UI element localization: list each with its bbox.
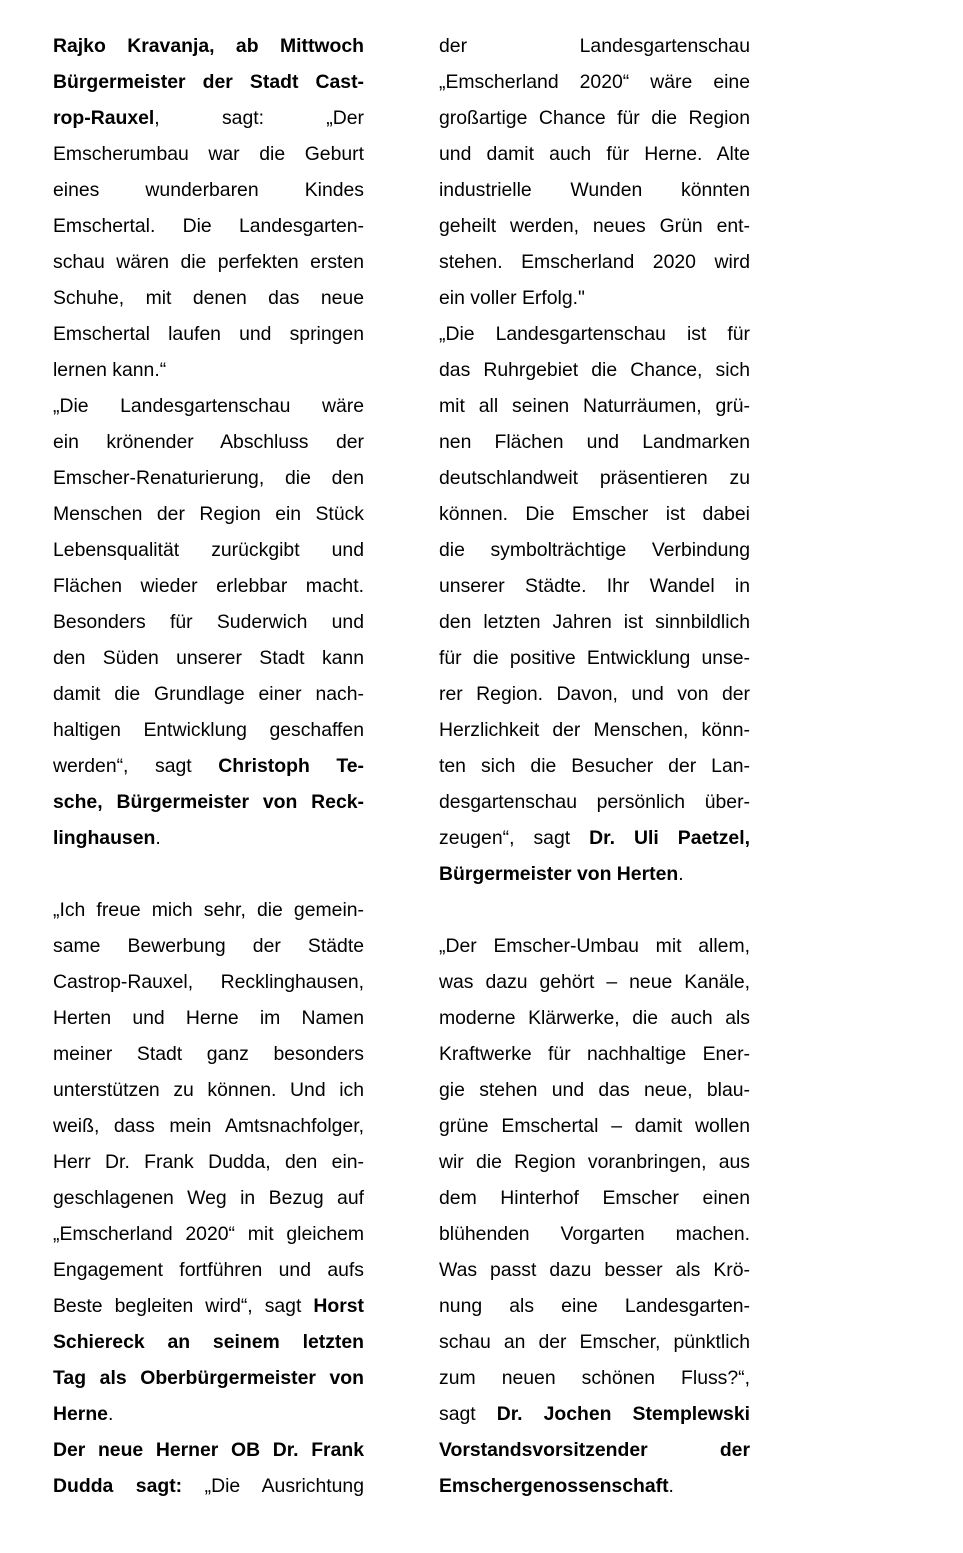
text-segment: großartige Chance für die Region bbox=[439, 107, 750, 129]
text-segment: „Die Ausrichtung bbox=[182, 1475, 364, 1497]
text-line bbox=[53, 1432, 364, 1468]
text-segment: die symbolträchtige Verbindung bbox=[439, 539, 750, 561]
text-segment: Flächen wieder erlebbar macht. bbox=[53, 575, 364, 597]
text-segment: . bbox=[155, 827, 161, 849]
text-segment: haltigen Entwicklung geschaffen bbox=[53, 719, 364, 741]
text-line bbox=[439, 1036, 750, 1072]
text-segment: eines wunderbaren Kindes bbox=[53, 179, 364, 201]
text-line bbox=[439, 784, 750, 820]
text-segment: geheilt werden, neues Grün ent- bbox=[439, 215, 750, 237]
text-line bbox=[439, 1216, 750, 1252]
text-line bbox=[439, 64, 750, 100]
text-segment: Beste begleiten wird“, sagt bbox=[53, 1295, 314, 1317]
text-line bbox=[439, 1288, 750, 1324]
text-line bbox=[53, 1144, 364, 1180]
text-line bbox=[439, 424, 750, 460]
text-segment: Castrop-Rauxel, Recklinghausen, bbox=[53, 971, 364, 993]
text-line bbox=[53, 928, 364, 964]
text-line bbox=[53, 784, 364, 820]
text-line bbox=[53, 1108, 364, 1144]
text-segment: lernen kann.“ bbox=[53, 359, 167, 381]
text-segment: . bbox=[107, 1403, 114, 1425]
text-segment: Herten und Herne im Namen bbox=[53, 1007, 364, 1029]
text-segment: gie stehen und das neue, blau- bbox=[439, 1079, 750, 1101]
text-segment: . bbox=[678, 863, 684, 885]
text-segment: Emschertal. Die Landesgarten- bbox=[53, 215, 364, 237]
text-segment: Kraftwerke für nachhaltige Ener- bbox=[439, 1043, 750, 1065]
text-line bbox=[53, 316, 364, 352]
text-segment: Herzlichkeit der Menschen, könn- bbox=[439, 719, 750, 741]
text-line bbox=[439, 640, 750, 676]
text-segment: Menschen der Region ein Stück bbox=[53, 503, 364, 525]
text-segment: meiner Stadt ganz besonders bbox=[53, 1043, 364, 1065]
text-line bbox=[53, 136, 364, 172]
text-line bbox=[53, 1180, 364, 1216]
text-segment: den letzten Jahren ist sinnbildlich bbox=[439, 611, 750, 633]
right-column bbox=[439, 28, 750, 1504]
text-segment: nung als eine Landesgarten- bbox=[439, 1295, 750, 1317]
text-segment: für die positive Entwicklung unse- bbox=[439, 647, 750, 669]
text-line bbox=[53, 820, 364, 856]
text-line bbox=[439, 280, 750, 316]
text-line bbox=[439, 316, 750, 352]
text-line bbox=[439, 964, 750, 1000]
text-segment: schau wären die perfekten ersten bbox=[53, 251, 364, 273]
text-line bbox=[53, 676, 364, 712]
text-line bbox=[53, 28, 364, 64]
text-line bbox=[53, 1360, 364, 1396]
text-line bbox=[53, 388, 364, 424]
text-line bbox=[439, 496, 750, 532]
text-line bbox=[53, 856, 364, 892]
text-segment: schau an der Emscher, pünktlich bbox=[439, 1331, 750, 1353]
text-line bbox=[53, 748, 364, 784]
text-segment: „Die Landesgartenschau ist für bbox=[439, 323, 750, 345]
text-segment: Besonders für Suderwich und bbox=[53, 611, 364, 633]
text-segment: zeugen“, sagt bbox=[439, 827, 590, 849]
text-segment: damit die Grundlage einer nach- bbox=[53, 683, 364, 705]
text-line bbox=[439, 820, 750, 856]
text-segment: stehen. Emscherland 2020 wird bbox=[439, 251, 750, 273]
text-segment: blühenden Vorgarten machen. bbox=[439, 1223, 750, 1245]
text-segment: dem Hinterhof Emscher einen bbox=[439, 1187, 750, 1209]
text-line bbox=[53, 1000, 364, 1036]
text-line bbox=[439, 1000, 750, 1036]
text-segment: geschlagenen Weg in Bezug auf bbox=[53, 1187, 364, 1209]
text-segment: Lebensqualität zurückgibt und bbox=[53, 539, 364, 561]
bold-text: Bürgermeister von Herten bbox=[439, 863, 679, 885]
text-segment: „Ich freue mich sehr, die gemein- bbox=[53, 899, 364, 921]
text-line bbox=[439, 1432, 750, 1468]
left-column bbox=[53, 28, 364, 1504]
bold-text: Dr. Jochen Stemplewski bbox=[496, 1403, 751, 1425]
text-line bbox=[439, 892, 750, 928]
text-segment: industrielle Wunden könnten bbox=[439, 179, 750, 201]
text-line bbox=[53, 1468, 364, 1504]
text-segment: unterstützen zu können. Und ich bbox=[53, 1079, 364, 1101]
bold-text: Emschergenossenschaft bbox=[439, 1475, 669, 1497]
text-segment: ein krönender Abschluss der bbox=[53, 431, 364, 453]
text-line bbox=[53, 1072, 364, 1108]
text-segment: Schuhe, mit denen das neue bbox=[53, 287, 364, 309]
text-line bbox=[439, 1324, 750, 1360]
text-segment: werden“, sagt bbox=[53, 755, 219, 777]
text-segment: den Süden unserer Stadt kann bbox=[53, 647, 364, 669]
text-segment: . bbox=[668, 1475, 674, 1497]
bold-text: Rajko Kravanja, ab Mittwoch bbox=[53, 35, 364, 57]
text-segment: Emscherumbau war die Geburt bbox=[53, 143, 364, 165]
text-line bbox=[53, 712, 364, 748]
text-line bbox=[439, 1252, 750, 1288]
text-segment: Herr Dr. Frank Dudda, den ein- bbox=[53, 1151, 364, 1173]
text-line bbox=[439, 604, 750, 640]
text-segment: mit all seinen Naturräumen, grü- bbox=[439, 395, 750, 417]
text-line bbox=[53, 352, 364, 388]
text-line bbox=[53, 100, 364, 136]
text-segment: unserer Städte. Ihr Wandel in bbox=[439, 575, 750, 597]
text-line bbox=[439, 1360, 750, 1396]
text-line bbox=[439, 352, 750, 388]
bold-text: Dudda sagt: bbox=[53, 1475, 183, 1497]
text-line bbox=[439, 1468, 750, 1504]
text-line bbox=[53, 1288, 364, 1324]
text-segment: und damit auch für Herne. Alte bbox=[439, 143, 750, 165]
text-segment: das Ruhrgebiet die Chance, sich bbox=[439, 359, 750, 381]
text-line bbox=[53, 1216, 364, 1252]
text-segment: grüne Emschertal – damit wollen bbox=[439, 1115, 750, 1137]
bold-text: Vorstandsvorsitzender der bbox=[439, 1439, 750, 1461]
text-line bbox=[53, 640, 364, 676]
bold-text: Horst bbox=[313, 1295, 364, 1317]
bold-text: Tag als Oberbürgermeister von bbox=[53, 1367, 364, 1389]
text-segment: Was passt dazu besser als Krö- bbox=[439, 1259, 750, 1281]
bold-text: Bürgermeister der Stadt Cast- bbox=[53, 71, 364, 93]
bold-text: Dr. Uli Paetzel, bbox=[589, 827, 750, 849]
text-line bbox=[53, 280, 364, 316]
text-segment: ein voller Erfolg." bbox=[439, 287, 585, 309]
text-line bbox=[439, 1396, 750, 1432]
text-segment: sagt bbox=[439, 1403, 497, 1425]
text-line bbox=[53, 244, 364, 280]
text-segment: desgartenschau persönlich über- bbox=[439, 791, 750, 813]
text-line bbox=[53, 964, 364, 1000]
text-line bbox=[53, 64, 364, 100]
text-segment: Emschertal laufen und springen bbox=[53, 323, 364, 345]
bold-text: Der neue Herner OB Dr. Frank bbox=[53, 1439, 364, 1461]
text-segment: ten sich die Besucher der Lan- bbox=[439, 755, 750, 777]
bold-text: Herne bbox=[53, 1403, 108, 1425]
text-line bbox=[439, 532, 750, 568]
text-line bbox=[53, 604, 364, 640]
text-line bbox=[439, 676, 750, 712]
text-line bbox=[53, 532, 364, 568]
bold-text: linghausen bbox=[53, 827, 156, 849]
text-segment: Engagement fortführen und aufs bbox=[53, 1259, 364, 1281]
text-line bbox=[439, 136, 750, 172]
text-line bbox=[53, 496, 364, 532]
text-line bbox=[439, 100, 750, 136]
text-line bbox=[439, 928, 750, 964]
text-line bbox=[439, 856, 750, 892]
text-segment: , sagt: „Der bbox=[154, 107, 364, 129]
text-line bbox=[439, 748, 750, 784]
text-line bbox=[439, 1144, 750, 1180]
text-segment: „Emscherland 2020“ mit gleichem bbox=[53, 1223, 364, 1245]
text-segment: „Der Emscher-Umbau mit allem, bbox=[439, 935, 750, 957]
text-segment: moderne Klärwerke, die auch als bbox=[439, 1007, 750, 1029]
text-line bbox=[439, 208, 750, 244]
text-segment: zum neuen schönen Fluss?“, bbox=[439, 1367, 750, 1389]
text-segment: „Die Landesgartenschau wäre bbox=[53, 395, 364, 417]
text-line bbox=[53, 172, 364, 208]
text-segment: wir die Region voranbringen, aus bbox=[439, 1151, 750, 1173]
text-line bbox=[439, 1108, 750, 1144]
text-line bbox=[439, 28, 750, 64]
text-line bbox=[439, 568, 750, 604]
bold-text: Christoph Te- bbox=[218, 755, 365, 777]
text-segment: rer Region. Davon, und von der bbox=[439, 683, 750, 705]
text-segment: was dazu gehört – neue Kanäle, bbox=[439, 971, 750, 993]
text-line bbox=[439, 172, 750, 208]
bold-text: Schiereck an seinem letzten bbox=[53, 1331, 364, 1353]
text-line bbox=[53, 1324, 364, 1360]
text-line bbox=[439, 712, 750, 748]
text-line bbox=[53, 1252, 364, 1288]
text-line bbox=[53, 1036, 364, 1072]
text-segment: Emscher-Renaturierung, die den bbox=[53, 467, 364, 489]
text-segment: deutschlandweit präsentieren zu bbox=[439, 467, 750, 489]
text-line bbox=[53, 208, 364, 244]
text-segment: können. Die Emscher ist dabei bbox=[439, 503, 750, 525]
text-line bbox=[53, 460, 364, 496]
text-line bbox=[439, 1072, 750, 1108]
text-line bbox=[439, 244, 750, 280]
text-line bbox=[53, 892, 364, 928]
text-segment: der Landesgartenschau bbox=[439, 35, 750, 57]
text-segment: same Bewerbung der Städte bbox=[53, 935, 364, 957]
text-line bbox=[53, 424, 364, 460]
text-segment: „Emscherland 2020“ wäre eine bbox=[439, 71, 750, 93]
text-line bbox=[439, 388, 750, 424]
text-line bbox=[53, 568, 364, 604]
text-segment: weiß, dass mein Amtsnachfolger, bbox=[53, 1115, 364, 1137]
bold-text: rop-Rauxel bbox=[53, 107, 155, 129]
text-line bbox=[439, 1180, 750, 1216]
text-segment: nen Flächen und Landmarken bbox=[439, 431, 750, 453]
text-line bbox=[53, 1396, 364, 1432]
bold-text: sche, Bürgermeister von Reck- bbox=[53, 791, 364, 813]
text-line bbox=[439, 460, 750, 496]
